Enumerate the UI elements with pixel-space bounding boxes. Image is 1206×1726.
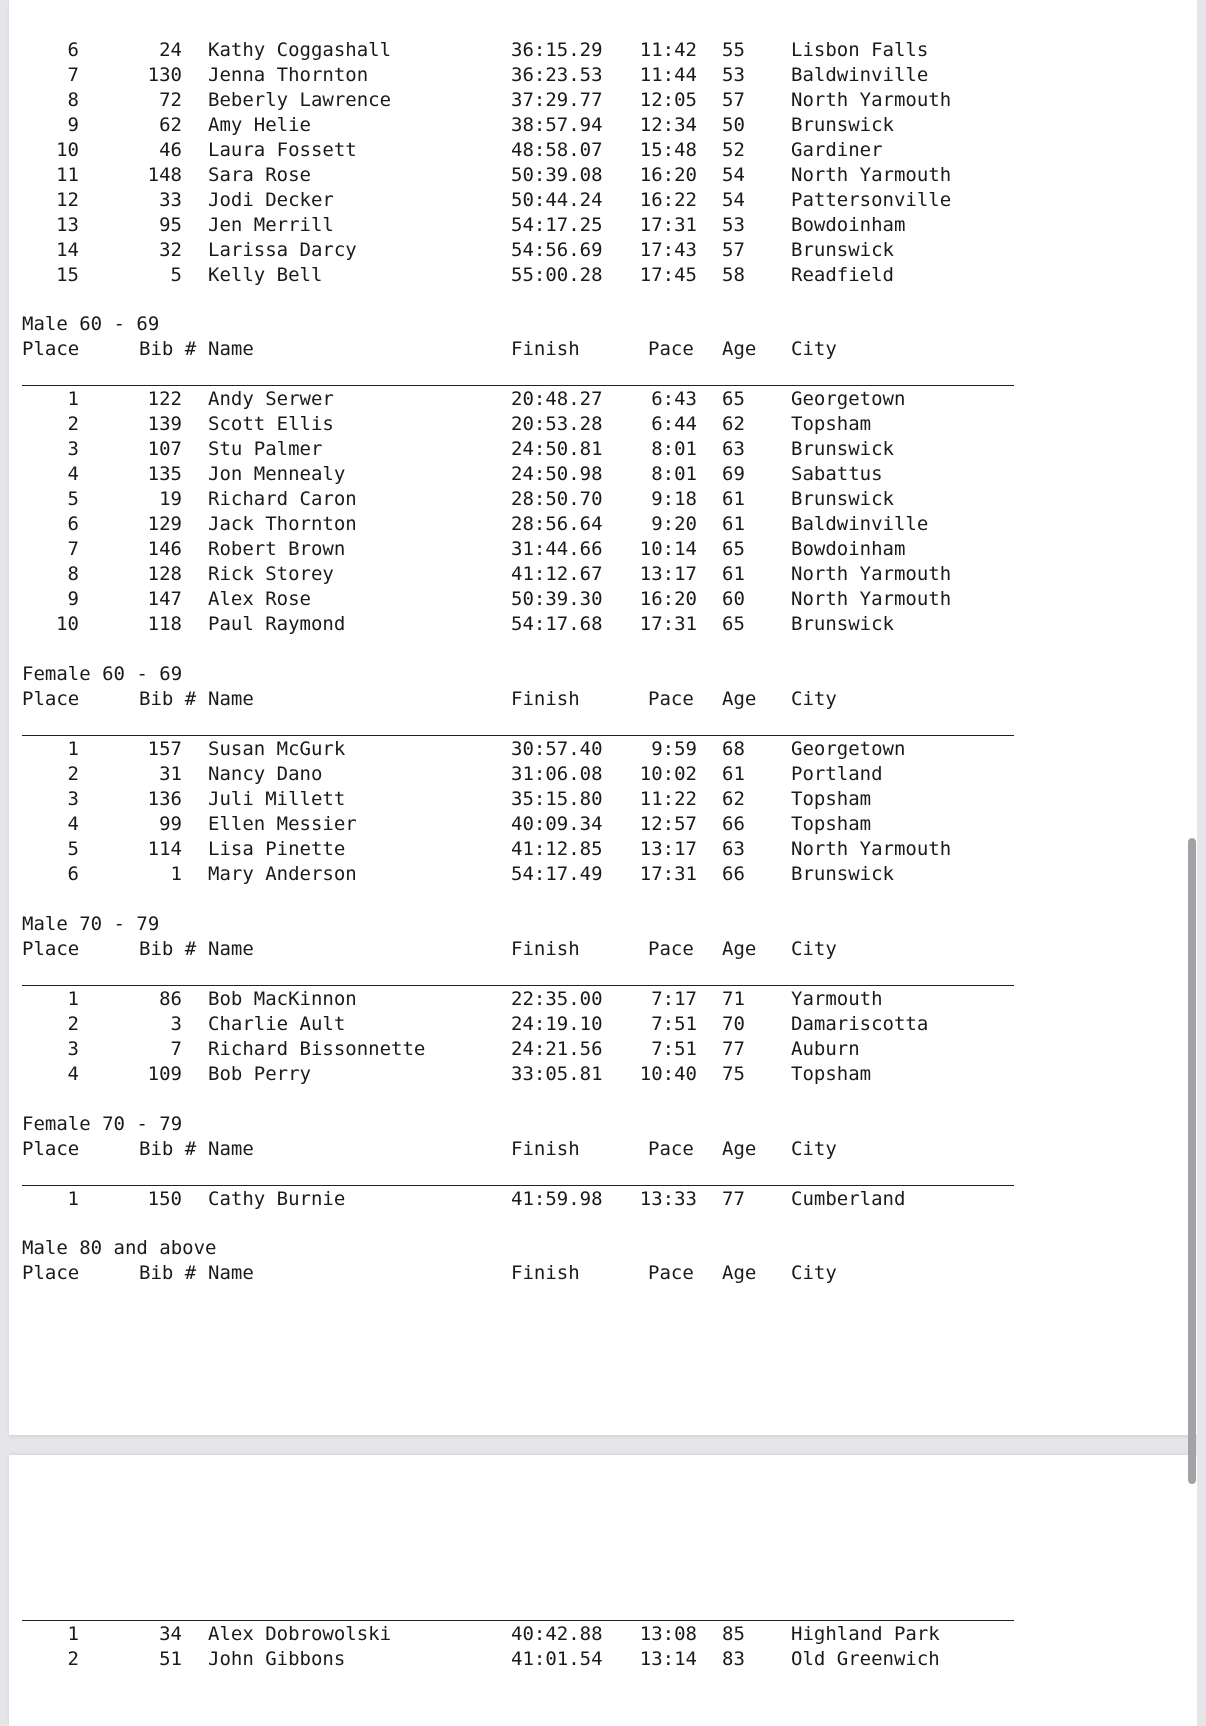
pace-cell: 8:01 [651,463,697,485]
bib-cell: 86 [159,988,182,1010]
city-cell: Gardiner [791,139,883,161]
header-divider [22,1185,1014,1186]
city-cell: Lisbon Falls [791,39,929,61]
city-cell: Portland [791,763,883,785]
bib-cell: 24 [159,39,182,61]
finish-cell: 50:39.08 [511,164,603,186]
age-cell: 54 [722,189,745,211]
name-cell: Jack Thornton [208,513,357,535]
header-bib: Bib # [139,1262,197,1284]
name-cell: Jenna Thornton [208,64,369,86]
finish-cell: 48:58.07 [511,139,603,161]
header-pace: Pace [648,688,694,710]
age-cell: 62 [722,413,745,435]
name-cell: Kelly Bell [208,264,323,286]
bib-cell: 109 [147,1063,182,1085]
pace-cell: 9:59 [651,738,697,760]
header-city: City [791,1262,837,1284]
finish-cell: 30:57.40 [511,738,603,760]
bib-cell: 31 [159,763,182,785]
pace-cell: 9:18 [651,488,697,510]
city-cell: Topsham [791,788,872,810]
bib-cell: 33 [159,189,182,211]
age-cell: 85 [722,1623,745,1645]
city-cell: Brunswick [791,114,894,136]
age-cell: 60 [722,588,745,610]
city-cell: North Yarmouth [791,838,952,860]
header-name: Name [208,938,254,960]
pace-cell: 9:20 [651,513,697,535]
place-cell: 6 [67,513,79,535]
age-cell: 53 [722,214,745,236]
header-age: Age [722,938,757,960]
age-cell: 69 [722,463,745,485]
age-cell: 50 [722,114,745,136]
name-cell: Larissa Darcy [208,239,357,261]
city-cell: Brunswick [791,438,894,460]
name-cell: Stu Palmer [208,438,323,460]
age-cell: 70 [722,1013,745,1035]
age-cell: 61 [722,488,745,510]
age-cell: 61 [722,513,745,535]
city-cell: Brunswick [791,863,894,885]
finish-cell: 54:17.49 [511,863,603,885]
section-title-text: Male 60 - 69 [22,313,160,335]
header-name: Name [208,338,254,360]
city-cell: Georgetown [791,738,906,760]
name-cell: Laura Fossett [208,139,357,161]
header-name: Name [208,1138,254,1160]
place-cell: 1 [67,738,79,760]
finish-cell: 35:15.80 [511,788,603,810]
finish-cell: 54:17.25 [511,214,603,236]
document-page-2 [9,1455,1197,1726]
name-cell: Andy Serwer [208,388,334,410]
header-name: Name [208,688,254,710]
pace-cell: 15:48 [639,139,697,161]
bib-cell: 107 [147,438,182,460]
city-cell: Topsham [791,413,872,435]
age-cell: 71 [722,988,745,1010]
pace-cell: 11:44 [639,64,697,86]
bib-cell: 147 [147,588,182,610]
header-city: City [791,1138,837,1160]
city-cell: Auburn [791,1038,860,1060]
pace-cell: 8:01 [651,438,697,460]
city-cell: North Yarmouth [791,588,952,610]
bib-cell: 136 [147,788,182,810]
name-cell: Susan McGurk [208,738,346,760]
city-cell: Bowdoinham [791,538,906,560]
place-cell: 7 [67,64,79,86]
finish-cell: 28:56.64 [511,513,603,535]
bib-cell: 3 [170,1013,182,1035]
pace-cell: 10:14 [639,538,697,560]
city-cell: Damariscotta [791,1013,929,1035]
finish-cell: 31:44.66 [511,538,603,560]
pace-cell: 17:45 [639,264,697,286]
header-bib: Bib # [139,938,197,960]
pace-cell: 13:08 [639,1623,697,1645]
header-place: Place [22,1138,80,1160]
place-cell: 4 [67,813,79,835]
vertical-scrollbar-thumb[interactable] [1188,838,1196,1484]
city-cell: North Yarmouth [791,164,952,186]
bib-cell: 129 [147,513,182,535]
viewer-border [1197,0,1206,1726]
finish-cell: 55:00.28 [511,264,603,286]
city-cell: Georgetown [791,388,906,410]
pace-cell: 13:17 [639,838,697,860]
pace-cell: 12:05 [639,89,697,111]
name-cell: Charlie Ault [208,1013,346,1035]
pace-cell: 6:44 [651,413,697,435]
age-cell: 65 [722,538,745,560]
bib-cell: 130 [147,64,182,86]
place-cell: 9 [67,588,79,610]
pace-cell: 13:14 [639,1648,697,1670]
age-cell: 66 [722,863,745,885]
city-cell: North Yarmouth [791,89,952,111]
header-pace: Pace [648,1262,694,1284]
section-title-text: Female 60 - 69 [22,663,183,685]
pace-cell: 17:31 [639,214,697,236]
bib-cell: 7 [170,1038,182,1060]
name-cell: Jen Merrill [208,214,334,236]
pace-cell: 10:02 [639,763,697,785]
finish-cell: 31:06.08 [511,763,603,785]
age-cell: 57 [722,89,745,111]
age-cell: 62 [722,788,745,810]
pace-cell: 17:31 [639,613,697,635]
age-cell: 55 [722,39,745,61]
finish-cell: 22:35.00 [511,988,603,1010]
finish-cell: 41:12.85 [511,838,603,860]
place-cell: 3 [67,438,79,460]
city-cell: Readfield [791,264,894,286]
finish-cell: 54:56.69 [511,239,603,261]
place-cell: 14 [56,239,79,261]
header-divider [22,735,1014,736]
place-cell: 8 [67,89,79,111]
pace-cell: 7:17 [651,988,697,1010]
city-cell: Topsham [791,813,872,835]
bib-cell: 139 [147,413,182,435]
pace-cell: 17:31 [639,863,697,885]
place-cell: 3 [67,788,79,810]
city-cell: Yarmouth [791,988,883,1010]
finish-cell: 28:50.70 [511,488,603,510]
header-pace: Pace [648,938,694,960]
city-cell: Topsham [791,1063,872,1085]
city-cell: Sabattus [791,463,883,485]
name-cell: Bob MacKinnon [208,988,357,1010]
bib-cell: 118 [147,613,182,635]
city-cell: Baldwinville [791,64,929,86]
city-cell: Cumberland [791,1188,906,1210]
pace-cell: 7:51 [651,1038,697,1060]
pace-cell: 10:40 [639,1063,697,1085]
age-cell: 75 [722,1063,745,1085]
header-divider [22,1620,1014,1621]
place-cell: 2 [67,1013,79,1035]
header-age: Age [722,1262,757,1284]
place-cell: 3 [67,1038,79,1060]
pace-cell: 16:20 [639,164,697,186]
pace-cell: 17:43 [639,239,697,261]
place-cell: 4 [67,463,79,485]
age-cell: 54 [722,164,745,186]
header-age: Age [722,338,757,360]
place-cell: 2 [67,1648,79,1670]
pace-cell: 12:57 [639,813,697,835]
name-cell: Alex Rose [208,588,311,610]
bib-cell: 99 [159,813,182,835]
finish-cell: 36:23.53 [511,64,603,86]
age-cell: 61 [722,763,745,785]
finish-cell: 20:48.27 [511,388,603,410]
name-cell: Lisa Pinette [208,838,346,860]
city-cell: North Yarmouth [791,563,952,585]
finish-cell: 40:09.34 [511,813,603,835]
pace-cell: 16:20 [639,588,697,610]
name-cell: Ellen Messier [208,813,357,835]
bib-cell: 46 [159,139,182,161]
name-cell: Richard Bissonnette [208,1038,426,1060]
age-cell: 53 [722,64,745,86]
place-cell: 2 [67,763,79,785]
pace-cell: 11:22 [639,788,697,810]
finish-cell: 24:50.81 [511,438,603,460]
header-pace: Pace [648,1138,694,1160]
name-cell: Amy Helie [208,114,311,136]
bib-cell: 72 [159,89,182,111]
header-bib: Bib # [139,338,197,360]
finish-cell: 24:21.56 [511,1038,603,1060]
place-cell: 12 [56,189,79,211]
place-cell: 7 [67,538,79,560]
bib-cell: 114 [147,838,182,860]
place-cell: 15 [56,264,79,286]
age-cell: 52 [722,139,745,161]
city-cell: Highland Park [791,1623,940,1645]
age-cell: 77 [722,1038,745,1060]
place-cell: 5 [67,838,79,860]
name-cell: Alex Dobrowolski [208,1623,392,1645]
bib-cell: 128 [147,563,182,585]
place-cell: 11 [56,164,79,186]
bib-cell: 51 [159,1648,182,1670]
finish-cell: 37:29.77 [511,89,603,111]
header-age: Age [722,1138,757,1160]
finish-cell: 24:50.98 [511,463,603,485]
finish-cell: 33:05.81 [511,1063,603,1085]
header-name: Name [208,1262,254,1284]
name-cell: Jon Mennealy [208,463,346,485]
city-cell: Baldwinville [791,513,929,535]
finish-cell: 38:57.94 [511,114,603,136]
age-cell: 66 [722,813,745,835]
city-cell: Old Greenwich [791,1648,940,1670]
name-cell: John Gibbons [208,1648,346,1670]
place-cell: 10 [56,613,79,635]
header-finish: Finish [511,1138,580,1160]
header-city: City [791,338,837,360]
bib-cell: 34 [159,1623,182,1645]
section-title-text: Female 70 - 79 [22,1113,183,1135]
name-cell: Sara Rose [208,164,311,186]
place-cell: 6 [67,39,79,61]
pace-cell: 16:22 [639,189,697,211]
name-cell: Kathy Coggashall [208,39,392,61]
header-age: Age [722,688,757,710]
age-cell: 61 [722,563,745,585]
place-cell: 8 [67,563,79,585]
section-title-text: Male 80 and above [22,1237,217,1259]
bib-cell: 150 [147,1188,182,1210]
pace-cell: 6:43 [651,388,697,410]
age-cell: 83 [722,1648,745,1670]
finish-cell: 41:59.98 [511,1188,603,1210]
document-page-1 [9,0,1197,1435]
place-cell: 4 [67,1063,79,1085]
name-cell: Scott Ellis [208,413,334,435]
place-cell: 9 [67,114,79,136]
age-cell: 77 [722,1188,745,1210]
finish-cell: 24:19.10 [511,1013,603,1035]
pace-cell: 11:42 [639,39,697,61]
bib-cell: 95 [159,214,182,236]
name-cell: Mary Anderson [208,863,357,885]
name-cell: Jodi Decker [208,189,334,211]
finish-cell: 40:42.88 [511,1623,603,1645]
age-cell: 58 [722,264,745,286]
age-cell: 68 [722,738,745,760]
section-title-text: Male 70 - 79 [22,913,160,935]
place-cell: 2 [67,413,79,435]
name-cell: Rick Storey [208,563,334,585]
name-cell: Juli Millett [208,788,346,810]
bib-cell: 19 [159,488,182,510]
bib-cell: 32 [159,239,182,261]
header-place: Place [22,938,80,960]
name-cell: Bob Perry [208,1063,311,1085]
finish-cell: 41:12.67 [511,563,603,585]
header-finish: Finish [511,938,580,960]
name-cell: Cathy Burnie [208,1188,346,1210]
age-cell: 63 [722,838,745,860]
name-cell: Beberly Lawrence [208,89,392,111]
header-city: City [791,688,837,710]
pace-cell: 13:33 [639,1188,697,1210]
place-cell: 1 [67,988,79,1010]
finish-cell: 54:17.68 [511,613,603,635]
bib-cell: 148 [147,164,182,186]
finish-cell: 50:44.24 [511,189,603,211]
age-cell: 63 [722,438,745,460]
header-bib: Bib # [139,688,197,710]
header-place: Place [22,1262,80,1284]
pace-cell: 13:17 [639,563,697,585]
place-cell: 1 [67,1623,79,1645]
place-cell: 1 [67,388,79,410]
name-cell: Nancy Dano [208,763,323,785]
place-cell: 6 [67,863,79,885]
finish-cell: 50:39.30 [511,588,603,610]
city-cell: Brunswick [791,239,894,261]
header-place: Place [22,688,80,710]
header-divider [22,385,1014,386]
finish-cell: 36:15.29 [511,39,603,61]
bib-cell: 1 [170,863,182,885]
pace-cell: 7:51 [651,1013,697,1035]
city-cell: Brunswick [791,488,894,510]
name-cell: Paul Raymond [208,613,346,635]
header-finish: Finish [511,338,580,360]
place-cell: 1 [67,1188,79,1210]
finish-cell: 41:01.54 [511,1648,603,1670]
bib-cell: 146 [147,538,182,560]
city-cell: Brunswick [791,613,894,635]
header-finish: Finish [511,688,580,710]
place-cell: 5 [67,488,79,510]
pace-cell: 12:34 [639,114,697,136]
bib-cell: 62 [159,114,182,136]
age-cell: 65 [722,388,745,410]
name-cell: Richard Caron [208,488,357,510]
header-city: City [791,938,837,960]
bib-cell: 122 [147,388,182,410]
place-cell: 10 [56,139,79,161]
bib-cell: 5 [170,264,182,286]
name-cell: Robert Brown [208,538,346,560]
header-place: Place [22,338,80,360]
place-cell: 13 [56,214,79,236]
header-pace: Pace [648,338,694,360]
age-cell: 65 [722,613,745,635]
finish-cell: 20:53.28 [511,413,603,435]
bib-cell: 135 [147,463,182,485]
age-cell: 57 [722,239,745,261]
city-cell: Pattersonville [791,189,952,211]
header-divider [22,985,1014,986]
header-finish: Finish [511,1262,580,1284]
header-bib: Bib # [139,1138,197,1160]
city-cell: Bowdoinham [791,214,906,236]
bib-cell: 157 [147,738,182,760]
